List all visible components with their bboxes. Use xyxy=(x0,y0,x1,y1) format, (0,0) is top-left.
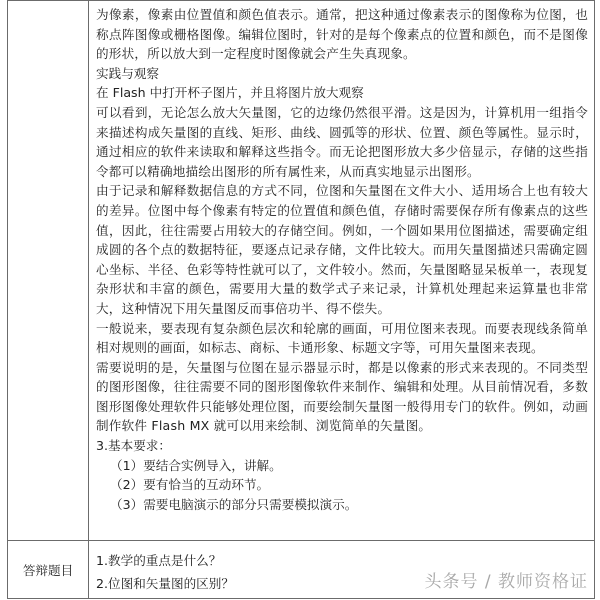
paragraph-display-note: 需要说明的是，矢量图与位图在显示器显示时，都是以像素的形式来表现的。不同类型的图形图像，往往需要不同的图形图像软件来制作、编辑和处理。从目前情况看，多数图形图像处理软件只能够处理位图，而要绘制矢量图一般得用专门的软件。例如，动画制作软件 Flash MX 就可以用来绘制、浏览简单的矢量图。 xyxy=(96,359,588,434)
lesson-table xyxy=(7,0,595,599)
requirement-item: （1）要结合实例导入，讲解。 xyxy=(110,457,282,473)
practice-task: 在 Flash 中打开杯子图片，并且将图片放大观察 xyxy=(96,85,364,101)
defense-label: 答辩题目 xyxy=(8,541,89,599)
watermark: 头条号 / 教师资格证 xyxy=(424,572,588,592)
requirement-item: （3）需要电脑演示的部分只需要模拟演示。 xyxy=(110,496,358,512)
defense-question: 1.教学的重点是什么？ xyxy=(96,553,222,568)
defense-question: 2.位图和矢量图的区别？ xyxy=(96,576,234,591)
paragraph-usage: 一般说来，要表现有复杂颜色层次和轮廓的画面，可用位图来表现。而要表现线条简单相对规则的画面，如标志、商标、卡通形象、标题文字等，可用矢量图来表现。 xyxy=(96,320,588,356)
intro-paragraph: 为像素，像素由位置值和颜色值表示。通常，把这种通过像素表示的图像称为位图，也称点阵图像或栅格图像。编辑位图时，针对的是每个像素点的位置和颜色，而不是图像的形状，所以放大到一定程度时图像就会产生失真现象。 xyxy=(96,7,588,62)
paragraph-size-difference: 由于记录和解释数据信息的方式不同，位图和矢量图在文件大小、适用场合上也有较大的差异。位图中每个像素有特定的位置值和颜色值，存储时需要保存所有像素点的这些值，因此，往往需要占用较大的存储空间。例如，一个圆如果用位图描述，需要确定组成圆的各个点的数据特征，要逐点记录存储，文件比较大。而用矢量图描述只需确定圆心坐标、半径、色彩等特性就可以了，文件较小。然而，矢量图略显呆板单一，表现复杂形状和丰富的颜色，需要用大量的数学式子来记录，计算机处理起来运算量也非常大，这种情况下用矢量图反而事倍功半、得不偿失。 xyxy=(96,183,588,316)
paragraph-vector-smooth: 可以看到，无论怎么放大矢量图，它的边缘仍然很平滑。这是因为，计算机用一组指令来描述构成矢量图的直线、矩形、曲线、圆弧等的形状、位置、颜色等属性。显示时，通过相应的软件来读取和解释这些指令。而无论把图形放大多少倍显示，存储的这些指令都可以精确地描绘出图形的所有属性来，从而真实地显示出图形。 xyxy=(96,104,588,179)
content-cell xyxy=(89,1,595,541)
practice-heading: 实践与观察 xyxy=(96,65,159,81)
requirement-item: （2）要有恰当的互动环节。 xyxy=(110,477,270,493)
empty-label-cell xyxy=(8,1,89,541)
requirements-heading: 3.基本要求： xyxy=(96,438,171,454)
